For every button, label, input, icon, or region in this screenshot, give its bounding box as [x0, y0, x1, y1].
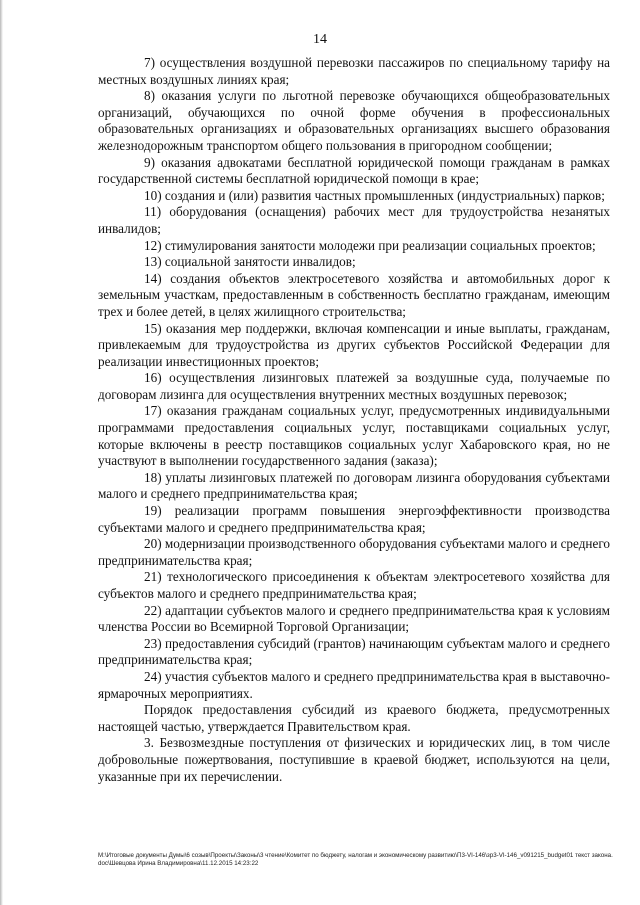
paragraph: 7) осуществления воздушной перевозки пассажиров по специальному тарифу на местных воздушных линиях края; — [98, 55, 610, 87]
paragraph: 19) реализации программ повышения энергоэффективности производства субъектами малого и среднего предпринимательства края; — [98, 503, 610, 535]
paragraph: 18) уплаты лизинговых платежей по договорам лизинга оборудования субъектами малого и среднего предпринимательства края; — [98, 469, 610, 502]
paragraph: 21) технологического присоединения к объектам электросетевого хозяйства для субъектов малого и среднего предпринимательства края; — [98, 569, 610, 601]
paragraph: 3. Безвозмездные поступления от физических и юридических лиц, в том числе добровольные пожертвования, поступившие в краевой бюджет, используются на цели, указанные при их перечислении. — [98, 735, 610, 784]
file-path-footer: M:\Итоговые документы Думы\6 созыв\Проекты\Законы\3 чтение\Комитет по бюджету, налогам и экономическому развитию\П3-VI-146\зр3-VI-146_v091215_budget01 текст закона.doc\Шевцова Ирина Владимировна\11.12.2015 14:23:22 — [98, 852, 613, 868]
page-number: 14 — [313, 32, 327, 47]
paragraph: 13) социальной занятости инвалидов; — [144, 254, 356, 270]
paragraph: 10) создания и (или) развития частных промышленных (индустриальных) парков; — [144, 187, 605, 203]
paragraph: 16) осуществления лизинговых платежей за воздушные суда, получаемые по договорам лизинга для осуществления внутренних местных воздушных перевозок; — [98, 370, 610, 402]
paragraph: 20) модернизации производственного оборудования субъектами малого и среднего предпринимательства края; — [98, 536, 610, 568]
paragraph: 9) оказания адвокатами бесплатной юридической помощи гражданам в рамках государственной системы бесплатной юридической помощи в крае; — [98, 154, 610, 187]
paragraph: 15) оказания мер поддержки, включая компенсации и иные выплаты, гражданам, привлекаемым для трудоустройства из других субъектов Российской Федерации для реализации инвестиционных проектов; — [98, 320, 610, 369]
paragraph: 22) адаптации субъектов малого и среднего предпринимательства края к условиям членства России во Всемирной Торговой Организации; — [98, 602, 610, 635]
paragraph: 14) создания объектов электросетевого хозяйства и автомобильных дорог к земельным участкам, предоставленным в собственность бесплатно гражданам, имеющим трех и более детей, в целях жилищного строительства; — [98, 270, 610, 319]
paragraph: 12) стимулирования занятости молодежи при реализации социальных проектов; — [144, 237, 596, 253]
document-body — [98, 55, 610, 785]
paragraph: 24) участия субъектов малого и среднего предпринимательства края в выставочно-ярмарочных мероприятиях. — [98, 668, 610, 701]
paragraph: 8) оказания услуги по льготной перевозке обучающихся общеобразовательных организаций, обучающихся по очной форме обучения в профессиональных образовательных организациях и образовательных организациях высшего образования железнодорожным транспортом общего пользования в пригородном сообщении; — [98, 88, 610, 153]
paragraph: 17) оказания гражданам социальных услуг, предусмотренных индивидуальными программами предоставления социальных услуг, поставщиками социальных услуг, которые включены в реестр поставщиков социальных услуг Хабаровского края, но не участвуют в выполнении государственного задания (заказа); — [98, 403, 610, 469]
paragraph: 11) оборудования (оснащения) рабочих мест для трудоустройства незанятых инвалидов; — [98, 204, 610, 236]
scan-edge-shadow — [0, 0, 3, 905]
paragraph: Порядок предоставления субсидий из краевого бюджета, предусмотренных настоящей частью, утверждается Правительством края. — [98, 702, 610, 734]
paragraph: 23) предоставления субсидий (грантов) начинающим субъектам малого и среднего предпринимательства края; — [98, 635, 610, 668]
